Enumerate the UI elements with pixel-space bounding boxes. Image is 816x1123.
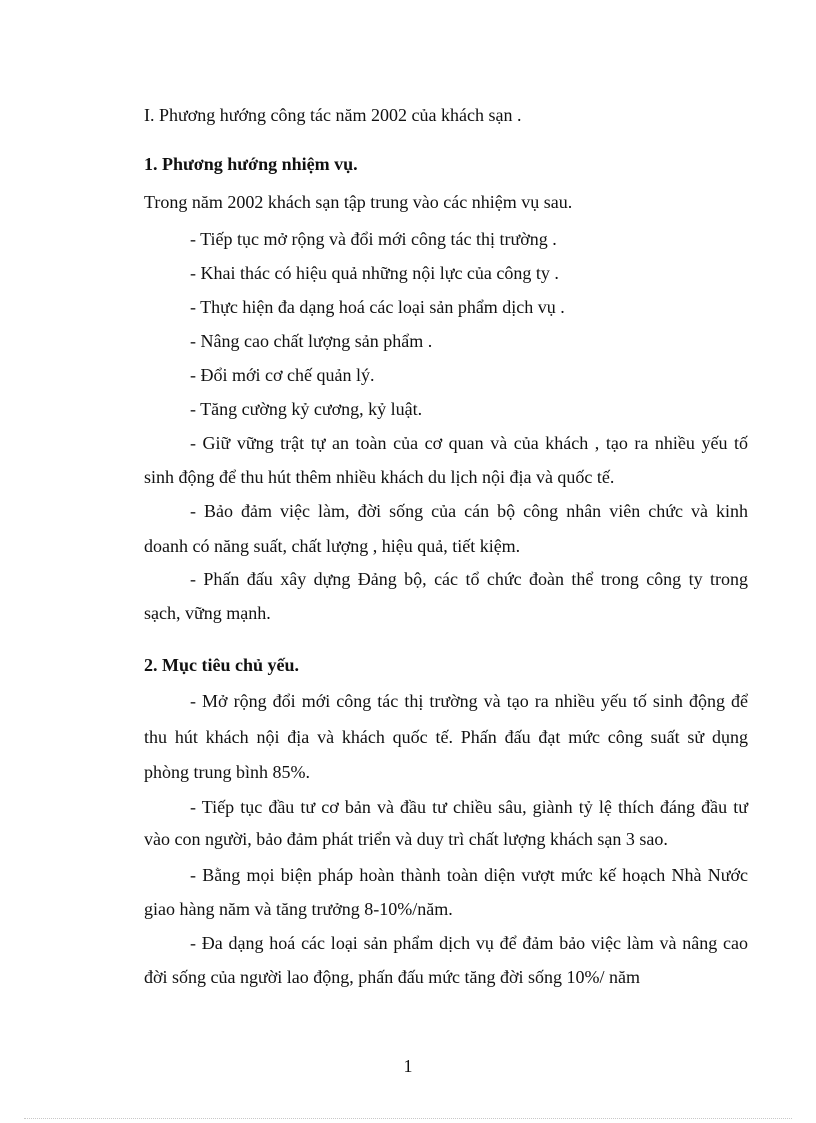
part1-item: - Bảo đảm việc làm, đời sống của cán bộ công nhân viên chức và kinh — [190, 501, 748, 521]
part1-intro: Trong năm 2002 khách sạn tập trung vào các nhiệm vụ sau. — [144, 192, 573, 212]
part1-item: - Nâng cao chất lượng sản phẩm . — [190, 331, 433, 351]
part2-item-continued: thu hút khách nội địa và khách quốc tế. Phấn đấu đạt mức công suất sử dụng — [144, 727, 748, 747]
part2-item: - Đa dạng hoá các loại sản phẩm dịch vụ để đảm bảo việc làm và nâng cao — [190, 933, 748, 953]
part1-item: - Phấn đấu xây dựng Đảng bộ, các tổ chức đoàn thể trong công ty trong — [190, 569, 748, 589]
part2-item: - Tiếp tục đầu tư cơ bản và đầu tư chiều sâu, giành tỷ lệ thích đáng đầu tư — [190, 797, 748, 817]
part2-item-continued: đời sống của người lao động, phấn đấu mức tăng đời sống 10%/ năm — [144, 967, 640, 987]
part1-item: - Tiếp tục mở rộng và đổi mới công tác thị trường . — [190, 229, 557, 249]
part2-item-continued: phòng trung bình 85%. — [144, 762, 310, 782]
part1-item: - Giữ vững trật tự an toàn của cơ quan và của khách , tạo ra nhiều yếu tố — [190, 433, 748, 453]
section-heading: I. Phương hướng công tác năm 2002 của khách sạn . — [144, 105, 522, 125]
part1-item-continued: sạch, vững mạnh. — [144, 603, 271, 623]
part1-item: - Tăng cường kỷ cương, kỷ luật. — [190, 399, 423, 419]
part2-item-continued: vào con người, bảo đảm phát triển và duy trì chất lượng khách sạn 3 sao. — [144, 829, 668, 849]
part1-item: - Đổi mới cơ chế quản lý. — [190, 365, 375, 385]
part1-item-continued: sinh động để thu hút thêm nhiều khách du lịch nội địa và quốc tế. — [144, 467, 615, 487]
part1-item-continued: doanh có năng suất, chất lượng , hiệu quả, tiết kiệm. — [144, 536, 521, 556]
page-bottom-divider — [24, 1118, 792, 1119]
part2-item-continued: giao hàng năm và tăng trưởng 8-10%/năm. — [144, 899, 453, 919]
part1-heading: 1. Phương hướng nhiệm vụ. — [144, 154, 358, 174]
part2-item: - Bằng mọi biện pháp hoàn thành toàn diện vượt mức kế hoạch Nhà Nước — [190, 865, 748, 885]
page-number: 1 — [403, 1056, 413, 1076]
part1-item: - Khai thác có hiệu quả những nội lực của công ty . — [190, 263, 559, 283]
part2-item: - Mở rộng đổi mới công tác thị trường và tạo ra nhiều yếu tố sinh động để — [190, 691, 748, 711]
part1-item: - Thực hiện đa dạng hoá các loại sản phẩm dịch vụ . — [190, 297, 565, 317]
part2-heading: 2. Mục tiêu chủ yếu. — [144, 655, 299, 675]
